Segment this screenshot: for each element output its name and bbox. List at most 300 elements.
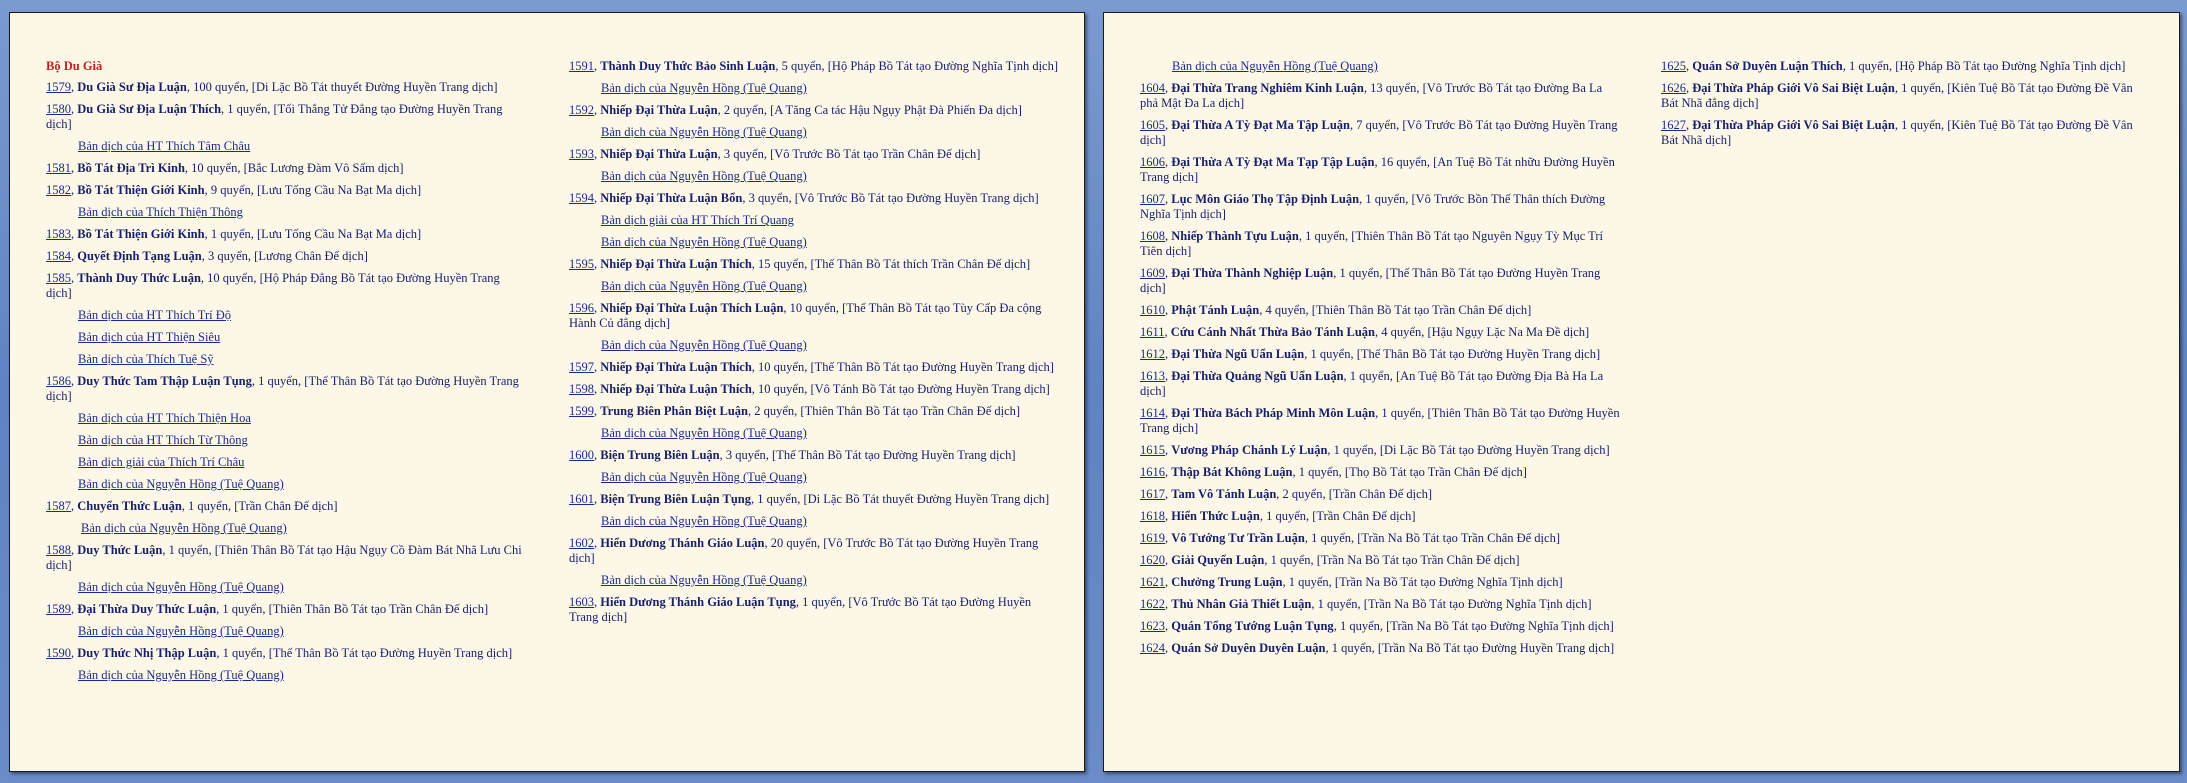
- sutra-divider: ,: [1165, 487, 1172, 501]
- sutra-divider: ,: [1165, 266, 1172, 280]
- sutra-title: Nhiếp Đại Thừa Luận Thích Luận: [600, 301, 784, 315]
- sutra-number-link[interactable]: 1618: [1140, 509, 1165, 523]
- sutra-number-link[interactable]: 1608: [1140, 229, 1165, 243]
- sutra-title: Phật Tánh Luận: [1171, 303, 1260, 317]
- sutra-divider: ,: [594, 595, 601, 609]
- sutra-title: Đại Thừa Duy Thức Luận: [77, 602, 217, 616]
- sutra-entry: [1140, 192, 1620, 222]
- translation-link[interactable]: Bản dịch của Nguyễn Hồng (Tuệ Quang): [78, 477, 284, 491]
- sutra-divider: ,: [71, 543, 78, 557]
- sutra-details: , 20 quyển, [Vô Trước Bồ Tát tạo Đường Huyền Trang dịch]: [569, 536, 1039, 565]
- translation-item: [78, 668, 526, 683]
- translation-item: [601, 573, 1059, 588]
- sutra-details: , 1 quyển, [Trần Chân Đế dịch]: [181, 499, 338, 513]
- sutra-number-link[interactable]: 1615: [1140, 443, 1165, 457]
- sutra-divider: ,: [1165, 406, 1172, 420]
- translation-link[interactable]: Bản dịch của Nguyễn Hồng (Tuệ Quang): [1172, 59, 1378, 73]
- translation-link[interactable]: Bản dịch của Thích Thiện Thông: [78, 205, 243, 219]
- sutra-entry: [46, 543, 526, 573]
- sutra-title: Thập Bát Không Luận: [1171, 465, 1293, 479]
- sutra-number-link[interactable]: 1603: [569, 595, 594, 609]
- sutra-divider: ,: [594, 448, 601, 462]
- sutra-divider: ,: [594, 404, 601, 418]
- sutra-divider: ,: [1165, 443, 1172, 457]
- sutra-entry: [569, 301, 1059, 331]
- sutra-entry: [46, 183, 526, 198]
- sutra-title: Quyết Định Tạng Luận: [77, 249, 202, 263]
- sutra-title: Nhiếp Đại Thừa Luận Thích: [600, 382, 752, 396]
- sutra-divider: ,: [1165, 641, 1172, 655]
- sutra-title: Đại Thừa Pháp Giới Vô Sai Biệt Luận: [1692, 118, 1895, 132]
- translation-item: [78, 411, 526, 426]
- sutra-details: , 1 quyển, [Thế Thân Bồ Tát tạo Đường Huyền Trang dịch]: [46, 374, 519, 403]
- sutra-title: Tam Vô Tánh Luận: [1171, 487, 1277, 501]
- sutra-entry: [1140, 369, 1620, 399]
- sutra-divider: ,: [1165, 155, 1172, 169]
- sutra-number-link[interactable]: 1580: [46, 102, 71, 116]
- translation-item: [78, 433, 526, 448]
- translation-link[interactable]: Bản dịch của Nguyễn Hồng (Tuệ Quang): [601, 573, 807, 587]
- sutra-details: , 10 quyển, [Bắc Lương Đàm Vô Sấm dịch]: [184, 161, 404, 175]
- sutra-divider: ,: [594, 382, 601, 396]
- sutra-number-link[interactable]: 1597: [569, 360, 594, 374]
- sutra-title: Biện Trung Biên Luận: [600, 448, 720, 462]
- sutra-entry: [46, 161, 526, 176]
- sutra-title: Bồ Tát Thiện Giới Kinh: [77, 183, 205, 197]
- sutra-number-link[interactable]: 1620: [1140, 553, 1165, 567]
- sutra-details: , 1 quyển, [Thế Thân Bồ Tát tạo Đường Huyền Trang dịch]: [1304, 347, 1601, 361]
- translation-link[interactable]: Bản dịch của Nguyễn Hồng (Tuệ Quang): [601, 81, 807, 95]
- translation-link[interactable]: Bản dịch của HT Thích Trí Độ: [78, 308, 232, 322]
- sutra-number-link[interactable]: 1622: [1140, 597, 1165, 611]
- sutra-details: , 7 quyển, [Vô Trước Bồ Tát tạo Đường Huyền Trang dịch]: [1140, 118, 1618, 147]
- document-page-left: [9, 12, 1085, 772]
- sutra-details: , 1 quyển, [Trần Na Bồ Tát tạo Đường Huyền Trang dịch]: [1325, 641, 1615, 655]
- translation-item: [78, 330, 526, 345]
- sutra-entry: [1140, 155, 1620, 185]
- translation-link[interactable]: Bản dịch giải của HT Thích Trí Quang: [601, 213, 794, 227]
- sutra-title: Đại Thừa Ngũ Uẩn Luận: [1171, 347, 1305, 361]
- page2-column-2: [1661, 59, 2151, 155]
- sutra-details: , 1 quyển, [Thế Thân Bồ Tát tạo Đường Huyền Trang dịch]: [216, 646, 513, 660]
- translation-item: [78, 139, 526, 154]
- sutra-entry: [1661, 118, 2151, 148]
- sutra-title: Duy Thức Nhị Thập Luận: [77, 646, 217, 660]
- translation-item: [601, 514, 1059, 529]
- sutra-divider: ,: [71, 646, 78, 660]
- sutra-entry: [1661, 59, 2151, 74]
- sutra-entry: [1140, 641, 1620, 656]
- translation-link[interactable]: Bản dịch của HT Thiện Siêu: [78, 330, 221, 344]
- translation-link[interactable]: Bản dịch của Nguyễn Hồng (Tuệ Quang): [601, 279, 807, 293]
- sutra-details: , 9 quyển, [Lưu Tống Cầu Na Bạt Ma dịch]: [204, 183, 422, 197]
- sutra-number-link[interactable]: 1590: [46, 646, 71, 660]
- sutra-details: , 1 quyển, [Kiên Tuệ Bồ Tát tạo Đường Đề Vân Bát Nhã dịch]: [1661, 118, 2133, 147]
- sutra-details: , 1 quyển, [Trần Na Bồ Tát tạo Đường Nghĩa Tịnh dịch]: [1333, 619, 1614, 633]
- sutra-entry: [1140, 487, 1620, 502]
- sutra-title: Vô Tướng Tư Trần Luận: [1171, 531, 1305, 545]
- sutra-title: Nhiếp Đại Thừa Luận Thích: [600, 257, 752, 271]
- sutra-details: , 1 quyển, [Thiên Thân Bồ Tát tạo Nguyên Ngụy Tỳ Mục Trí Tiên dịch]: [1140, 229, 1604, 258]
- sutra-number-link[interactable]: 1614: [1140, 406, 1165, 420]
- sutra-title: Hiển Dương Thánh Giáo Luận: [600, 536, 765, 550]
- sutra-entry: [46, 249, 526, 264]
- sutra-title: Lục Môn Giáo Thọ Tập Định Luận: [1171, 192, 1360, 206]
- sutra-number-link[interactable]: 1585: [46, 271, 71, 285]
- sutra-divider: ,: [1165, 531, 1172, 545]
- translation-link[interactable]: Bản dịch của HT Thích Từ Thông: [78, 433, 248, 447]
- sutra-details: , 1 quyển, [Trần Chân Đế dịch]: [1259, 509, 1416, 523]
- sutra-details: , 1 quyển, [Trần Na Bồ Tát tạo Đường Nghĩa Tịnh dịch]: [1311, 597, 1592, 611]
- sutra-entry: [46, 80, 526, 95]
- sutra-details: , 13 quyển, [Vô Trước Bồ Tát tạo Đường Ba La phả Mật Đa La dịch]: [1140, 81, 1603, 110]
- sutra-number-link[interactable]: 1617: [1140, 487, 1165, 501]
- sutra-divider: ,: [71, 80, 78, 94]
- sutra-divider: ,: [594, 360, 601, 374]
- sutra-number-link[interactable]: 1596: [569, 301, 594, 315]
- sutra-number-link[interactable]: 1627: [1661, 118, 1686, 132]
- sutra-details: , 1 quyển, [Di Lặc Bồ Tát tạo Đường Huyền Trang dịch]: [1327, 443, 1610, 457]
- translation-item: [78, 352, 526, 367]
- sutra-title: Nhiếp Thành Tựu Luận: [1171, 229, 1299, 243]
- sutra-entry: [1140, 266, 1620, 296]
- sutra-divider: ,: [1165, 575, 1172, 589]
- sutra-details: , 1 quyển, [Hộ Pháp Bồ Tát tạo Đường Nghĩa Tịnh dịch]: [1842, 59, 2126, 73]
- sutra-number-link[interactable]: 1600: [569, 448, 594, 462]
- page1-column-2: [569, 59, 1059, 632]
- translation-item: [601, 213, 1059, 228]
- sutra-divider: ,: [71, 102, 78, 116]
- sutra-entry: [46, 646, 526, 661]
- sutra-number-link[interactable]: 1605: [1140, 118, 1165, 132]
- sutra-number-link[interactable]: 1589: [46, 602, 71, 616]
- sutra-divider: ,: [71, 602, 78, 616]
- translation-link[interactable]: Bản dịch của Nguyễn Hồng (Tuệ Quang): [601, 470, 807, 484]
- translation-link[interactable]: Bản dịch của HT Thích Thiện Hoa: [78, 411, 251, 425]
- sutra-details: , 1 quyển, [Thiên Thân Bồ Tát tạo Đường Huyền Trang dịch]: [1140, 406, 1620, 435]
- sutra-number-link[interactable]: 1592: [569, 103, 594, 117]
- sutra-title: Du Già Sư Địa Luận Thích: [77, 102, 222, 116]
- sutra-divider: ,: [1165, 369, 1172, 383]
- sutra-divider: ,: [71, 271, 78, 285]
- sutra-divider: ,: [1165, 465, 1172, 479]
- sutra-title: Hiển Dương Thánh Giáo Luận Tụng: [600, 595, 796, 609]
- sutra-number-link[interactable]: 1621: [1140, 575, 1165, 589]
- sutra-title: Giải Quyển Luận: [1171, 553, 1265, 567]
- sutra-title: Trung Biên Phân Biệt Luận: [600, 404, 748, 418]
- entry-list: [46, 80, 526, 683]
- sutra-number-link[interactable]: 1579: [46, 80, 71, 94]
- sutra-details: , 1 quyển, [Kiên Tuệ Bồ Tát tạo Đường Đề Vân Bát Nhã đẳng dịch]: [1661, 81, 2133, 110]
- sutra-title: Biện Trung Biên Luận Tụng: [600, 492, 752, 506]
- sutra-title: Cứu Cánh Nhất Thừa Bảo Tánh Luận: [1170, 325, 1376, 339]
- translation-item: [601, 338, 1059, 353]
- sutra-number-link[interactable]: 1584: [46, 249, 71, 263]
- sutra-number-link[interactable]: 1582: [46, 183, 71, 197]
- sutra-details: , 3 quyển, [Vô Trước Bồ Tát tạo Đường Huyền Trang dịch]: [742, 191, 1039, 205]
- sutra-divider: ,: [594, 191, 601, 205]
- sutra-entry: [1140, 229, 1620, 259]
- sutra-number-link[interactable]: 1626: [1661, 81, 1686, 95]
- sutra-number-link[interactable]: 1602: [569, 536, 594, 550]
- sutra-entry: [1140, 81, 1620, 111]
- sutra-details: , 10 quyển, [Thế Thân Bồ Tát tạo Đường Huyền Trang dịch]: [751, 360, 1054, 374]
- sutra-details: , 1 quyển, [Thiên Thân Bồ Tát tạo Hậu Ngụy Cồ Đàm Bát Nhã Lưu Chi dịch]: [46, 543, 522, 572]
- sutra-details: , 3 quyển, [Lương Chân Đế dịch]: [201, 249, 368, 263]
- translation-link[interactable]: Bản dịch của Nguyễn Hồng (Tuệ Quang): [601, 125, 807, 139]
- sutra-entry: [569, 360, 1059, 375]
- sutra-entry: [569, 147, 1059, 162]
- sutra-divider: ,: [594, 536, 601, 550]
- sutra-entry: [1140, 619, 1620, 634]
- translation-item: [78, 477, 526, 492]
- sutra-number-link[interactable]: 1607: [1140, 192, 1165, 206]
- sutra-title: Đại Thừa A Tỳ Đạt Ma Tạp Tập Luận: [1171, 155, 1375, 169]
- translation-item: [601, 235, 1059, 250]
- sutra-entry: [1140, 347, 1620, 362]
- sutra-entry: [1140, 303, 1620, 318]
- translation-item: [78, 308, 526, 323]
- sutra-title: Nhiếp Đại Thừa Luận: [600, 147, 718, 161]
- sutra-divider: ,: [1165, 597, 1172, 611]
- sutra-number-link[interactable]: 1599: [569, 404, 594, 418]
- sutra-details: , 1 quyển, [Thế Thân Bồ Tát tạo Đường Huyền Trang dịch]: [1140, 266, 1601, 295]
- sutra-divider: ,: [71, 374, 78, 388]
- sutra-number-link[interactable]: 1583: [46, 227, 71, 241]
- translation-item: [601, 81, 1059, 96]
- sutra-divider: ,: [1165, 553, 1172, 567]
- sutra-details: , 1 quyển, [Thọ Bồ Tát tạo Trần Chân Đế dịch]: [1292, 465, 1527, 479]
- sutra-divider: ,: [1165, 229, 1172, 243]
- sutra-number-link[interactable]: 1624: [1140, 641, 1165, 655]
- sutra-entry: [569, 191, 1059, 206]
- sutra-entry: [569, 492, 1059, 507]
- sutra-number-link[interactable]: 1610: [1140, 303, 1165, 317]
- entry-list: [1140, 59, 1620, 656]
- sutra-number-link[interactable]: 1598: [569, 382, 594, 396]
- sutra-title: Duy Thức Luận: [77, 543, 163, 557]
- sutra-number-link[interactable]: 1604: [1140, 81, 1165, 95]
- sutra-divider: ,: [71, 161, 78, 175]
- translation-link[interactable]: Bản dịch của Nguyễn Hồng (Tuệ Quang): [601, 169, 807, 183]
- translation-item: [601, 426, 1059, 441]
- sutra-title: Du Già Sư Địa Luận: [77, 80, 187, 94]
- translation-item: [81, 521, 526, 536]
- sutra-entry: [569, 257, 1059, 272]
- translation-link[interactable]: Bản dịch của Nguyễn Hồng (Tuệ Quang): [601, 514, 807, 528]
- document-page-right: [1103, 12, 2180, 772]
- sutra-entry: [46, 499, 526, 514]
- sutra-number-link[interactable]: 1611: [1140, 325, 1165, 339]
- sutra-details: , 3 quyển, [Vô Trước Bồ Tát tạo Trần Chân Đế dịch]: [717, 147, 981, 161]
- sutra-divider: ,: [594, 492, 601, 506]
- translation-link[interactable]: Bản dịch của Nguyễn Hồng (Tuệ Quang): [78, 624, 284, 638]
- sutra-divider: ,: [1165, 347, 1172, 361]
- sutra-entry: [569, 595, 1059, 625]
- sutra-number-link[interactable]: 1601: [569, 492, 594, 506]
- sutra-title: Đại Thừa Thành Nghiệp Luận: [1171, 266, 1334, 280]
- sutra-title: Bồ Tát Địa Trì Kinh: [77, 161, 185, 175]
- sutra-number-link[interactable]: 1613: [1140, 369, 1165, 383]
- sutra-title: Thủ Nhân Giả Thiết Luận: [1171, 597, 1312, 611]
- sutra-entry: [569, 448, 1059, 463]
- sutra-details: , 16 quyển, [An Tuệ Bồ Tát nhữu Đường Huyền Trang dịch]: [1140, 155, 1615, 184]
- sutra-number-link[interactable]: 1588: [46, 543, 71, 557]
- sutra-entry: [46, 271, 526, 301]
- sutra-details: , 10 quyển, [Vô Tánh Bồ Tát tạo Đường Huyền Trang dịch]: [751, 382, 1050, 396]
- sutra-details: , 4 quyển, [Hậu Ngụy Lặc Na Ma Đề dịch]: [1375, 325, 1590, 339]
- translation-link[interactable]: Bản dịch của Thích Tuệ Sỹ: [78, 352, 214, 366]
- sutra-entry: [569, 59, 1059, 74]
- sutra-entry: [1140, 575, 1620, 590]
- sutra-divider: ,: [594, 59, 601, 73]
- sutra-divider: ,: [1165, 619, 1172, 633]
- sutra-details: , 10 quyển, [Hộ Pháp Đẳng Bồ Tát tạo Đường Huyền Trang dịch]: [46, 271, 500, 300]
- translation-link[interactable]: Bản dịch của Nguyễn Hồng (Tuệ Quang): [601, 338, 807, 352]
- sutra-details: , 1 quyển, [An Tuệ Bồ Tát tạo Đường Địa Bà Ha La dịch]: [1140, 369, 1604, 398]
- sutra-title: Đại Thừa Trang Nghiêm Kinh Luận: [1171, 81, 1364, 95]
- sutra-entry: [46, 102, 526, 132]
- sutra-title: Nhiếp Đại Thừa Luận Thích: [600, 360, 752, 374]
- sutra-details: , 1 quyển, [Trần Na Bồ Tát tạo Trần Chân Đế dịch]: [1304, 531, 1560, 545]
- sutra-entry: [1140, 325, 1620, 340]
- sutra-details: , 1 quyển, [Thiên Thân Bồ Tát tạo Trần Chân Đế dịch]: [216, 602, 489, 616]
- sutra-title: Vương Pháp Chánh Lý Luận: [1171, 443, 1328, 457]
- sutra-title: Chuyển Thức Luận: [77, 499, 182, 513]
- page2-column-1: [1140, 59, 1620, 663]
- sutra-details: , 3 quyển, [Thế Thân Bồ Tát tạo Đường Huyền Trang dịch]: [719, 448, 1016, 462]
- section-heading: Bộ Du Già: [46, 59, 103, 73]
- entry-list: [569, 59, 1059, 625]
- sutra-title: Đại Thừa A Tỳ Đạt Ma Tập Luận: [1171, 118, 1350, 132]
- sutra-divider: ,: [1686, 118, 1693, 132]
- sutra-details: , 1 quyển, [Trần Na Bồ Tát tạo Trần Chân Đế dịch]: [1264, 553, 1520, 567]
- sutra-title: Duy Thức Tam Thập Luận Tụng: [77, 374, 252, 388]
- sutra-divider: ,: [1165, 303, 1172, 317]
- sutra-divider: ,: [1165, 81, 1172, 95]
- sutra-title: Đại Thừa Quảng Ngũ Uẩn Luận: [1171, 369, 1344, 383]
- sutra-details: , 1 quyển, [Lưu Tống Cầu Na Bạt Ma dịch]: [204, 227, 422, 241]
- translation-link[interactable]: Bản dịch của Nguyễn Hồng (Tuệ Quang): [81, 521, 287, 535]
- sutra-title: Quán Sở Duyên Luận Thích: [1692, 59, 1843, 73]
- sutra-details: , 1 quyển, [Tối Thắng Tử Đẳng tạo Đường Huyền Trang dịch]: [46, 102, 503, 131]
- sutra-details: , 100 quyển, [Di Lặc Bồ Tát thuyết Đường Huyền Trang dịch]: [186, 80, 498, 94]
- translation-link[interactable]: Bản dịch của Nguyễn Hồng (Tuệ Quang): [78, 580, 284, 594]
- translation-item: [601, 169, 1059, 184]
- sutra-title: Quán Tổng Tướng Luận Tụng: [1171, 619, 1334, 633]
- sutra-number-link[interactable]: 1609: [1140, 266, 1165, 280]
- sutra-number-link[interactable]: 1587: [46, 499, 71, 513]
- sutra-number-link[interactable]: 1625: [1661, 59, 1686, 73]
- sutra-number-link[interactable]: 1586: [46, 374, 71, 388]
- sutra-entry: [46, 227, 526, 242]
- sutra-title: Bồ Tát Thiện Giới Kinh: [77, 227, 205, 241]
- sutra-number-link[interactable]: 1595: [569, 257, 594, 271]
- sutra-entry: [1140, 118, 1620, 148]
- sutra-divider: ,: [71, 499, 78, 513]
- sutra-divider: ,: [594, 301, 601, 315]
- sutra-number-link[interactable]: 1591: [569, 59, 594, 73]
- translation-item: [78, 580, 526, 595]
- entry-list: [1661, 59, 2151, 148]
- sutra-title: Thành Duy Thức Luận: [77, 271, 201, 285]
- sutra-entry: [1140, 509, 1620, 524]
- translation-item: [78, 205, 526, 220]
- sutra-entry: [569, 103, 1059, 118]
- sutra-title: Quán Sở Duyên Duyên Luận: [1171, 641, 1326, 655]
- sutra-divider: ,: [71, 183, 78, 197]
- sutra-title: Thành Duy Thức Bảo Sinh Luận: [600, 59, 776, 73]
- sutra-divider: ,: [1686, 59, 1693, 73]
- sutra-title: Đại Thừa Pháp Giới Vô Sai Biệt Luận: [1692, 81, 1895, 95]
- translation-link[interactable]: Bản dịch giải của Thích Trí Châu: [78, 455, 245, 469]
- sutra-divider: ,: [1686, 81, 1693, 95]
- sutra-entry: [1140, 531, 1620, 546]
- sutra-entry: [1140, 443, 1620, 458]
- sutra-divider: ,: [1165, 118, 1172, 132]
- sutra-entry: [1140, 597, 1620, 612]
- sutra-entry: [1140, 553, 1620, 568]
- translation-item: [78, 455, 526, 470]
- sutra-entry: [46, 602, 526, 617]
- sutra-details: , 1 quyển, [Vô Trước Bồ Tát tạo Đường Huyền Trang dịch]: [569, 595, 1032, 624]
- sutra-details: , 15 quyển, [Thế Thân Bồ Tát thích Trần Chân Đế dịch]: [751, 257, 1031, 271]
- sutra-entry: [569, 536, 1059, 566]
- translation-link[interactable]: Bản dịch của HT Thích Tâm Châu: [78, 139, 251, 153]
- sutra-entry: [569, 382, 1059, 397]
- page1-column-1: [46, 59, 526, 690]
- sutra-divider: ,: [1164, 325, 1171, 339]
- sutra-details: , 1 quyển, [Vô Trước Bồn Thế Thân thích Đường Nghĩa Tịnh dịch]: [1140, 192, 1606, 221]
- sutra-divider: ,: [71, 227, 78, 241]
- sutra-entry: [1140, 406, 1620, 436]
- sutra-divider: ,: [1165, 509, 1172, 523]
- sutra-details: , 2 quyển, [Trần Chân Đế dịch]: [1276, 487, 1433, 501]
- sutra-divider: ,: [594, 257, 601, 271]
- sutra-details: , 5 quyển, [Hộ Pháp Bồ Tát tạo Đường Nghĩa Tịnh dịch]: [775, 59, 1059, 73]
- sutra-number-link[interactable]: 1594: [569, 191, 594, 205]
- translation-link[interactable]: Bản dịch của Nguyễn Hồng (Tuệ Quang): [601, 426, 807, 440]
- sutra-details: , 4 quyển, [Thiên Thân Bồ Tát tạo Trần Chân Đế dịch]: [1259, 303, 1532, 317]
- sutra-details: , 1 quyển, [Di Lặc Bồ Tát thuyết Đường Huyền Trang dịch]: [751, 492, 1050, 506]
- sutra-title: Nhiếp Đại Thừa Luận Bổn: [600, 191, 743, 205]
- translation-link[interactable]: Bản dịch của Nguyễn Hồng (Tuệ Quang): [78, 668, 284, 682]
- translation-item: [1172, 59, 1620, 74]
- sutra-number-link[interactable]: 1606: [1140, 155, 1165, 169]
- sutra-number-link[interactable]: 1593: [569, 147, 594, 161]
- sutra-divider: ,: [594, 103, 601, 117]
- translation-link[interactable]: Bản dịch của Nguyễn Hồng (Tuệ Quang): [601, 235, 807, 249]
- sutra-number-link[interactable]: 1619: [1140, 531, 1165, 545]
- sutra-number-link[interactable]: 1612: [1140, 347, 1165, 361]
- sutra-entry: [569, 404, 1059, 419]
- sutra-number-link[interactable]: 1581: [46, 161, 71, 175]
- sutra-entry: [1140, 465, 1620, 480]
- sutra-details: , 2 quyển, [Thiên Thân Bồ Tát tạo Trần Chân Đế dịch]: [747, 404, 1021, 418]
- translation-item: [601, 470, 1059, 485]
- sutra-number-link[interactable]: 1616: [1140, 465, 1165, 479]
- sutra-divider: ,: [594, 147, 601, 161]
- sutra-title: Nhiếp Đại Thừa Luận: [600, 103, 718, 117]
- sutra-number-link[interactable]: 1623: [1140, 619, 1165, 633]
- sutra-details: , 2 quyển, [A Tăng Ca tác Hậu Ngụy Phật Đà Phiến Đa dịch]: [717, 103, 1022, 117]
- translation-item: [601, 279, 1059, 294]
- sutra-title: Hiển Thức Luận: [1171, 509, 1260, 523]
- sutra-divider: ,: [1165, 192, 1172, 206]
- sutra-title: Đại Thừa Bách Pháp Minh Môn Luận: [1171, 406, 1376, 420]
- sutra-entry: [1661, 81, 2151, 111]
- translation-item: [78, 624, 526, 639]
